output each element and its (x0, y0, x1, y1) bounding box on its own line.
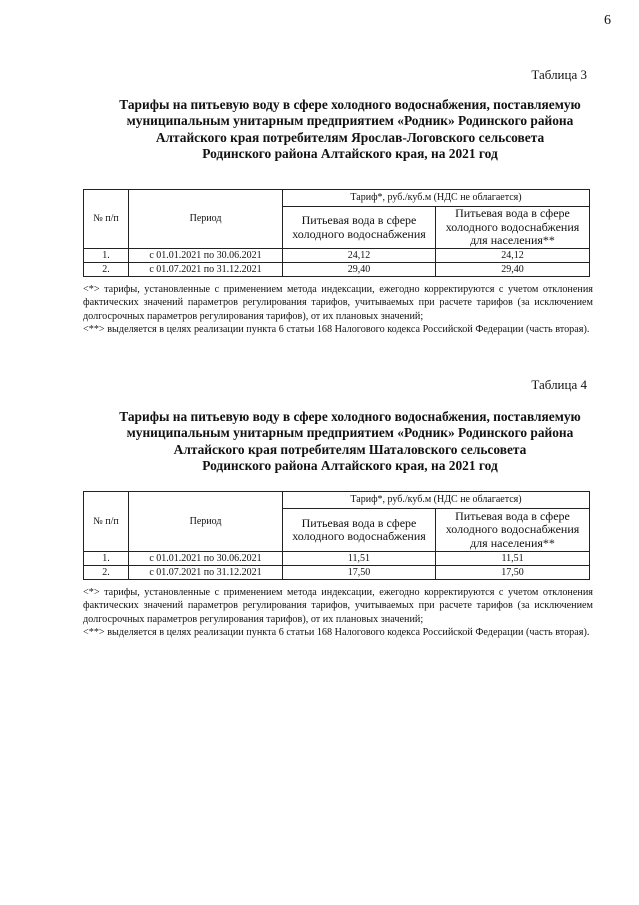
row-value-water: 17,50 (283, 566, 436, 580)
table-row (84, 249, 590, 263)
title-line: муниципальным унитарным предприятием «Родник» Родинского района (126, 113, 574, 129)
row-num: 1. (84, 249, 129, 263)
table-3-title (100, 97, 600, 163)
table-row (84, 263, 590, 277)
row-value-population: 11,51 (436, 552, 590, 566)
title-line: Родинского района Алтайского края, на 2021 год (202, 146, 498, 162)
table-3-label: Таблица 3 (531, 67, 587, 82)
row-value-population: 24,12 (436, 249, 590, 263)
row-num: 2. (84, 263, 129, 277)
footnote: <*> тарифы, установленные с применением метода индексации, ежегодно корректируются с учетом отклонения фактических значений параметров регулирования тарифов, учитываемых при расчете тарифов (за исключением долгосрочных параметров регулирования тарифов), от их плановых значений; (83, 284, 593, 322)
header-tariff: Тариф*, руб./куб.м (НДС не облагается) (283, 492, 590, 509)
title-line: Тарифы на питьевую воду в сфере холодного водоснабжения, поставляемую (119, 97, 581, 112)
table-3-tariffs (83, 189, 590, 277)
table-4-title (100, 409, 600, 475)
header-col-water: Питьевая вода в сфере холодного водоснабжения (283, 207, 436, 249)
header-period: Период (129, 190, 283, 249)
title-line: муниципальным унитарным предприятием «Родник» Родинского района (126, 425, 574, 441)
row-value-water: 11,51 (283, 552, 436, 566)
row-period: с 01.01.2021 по 30.06.2021 (129, 249, 283, 263)
header-col-population: Питьевая вода в сфере холодного водоснабжения для населения** (436, 509, 590, 552)
header-num: № п/п (84, 492, 129, 552)
footnote: <**> выделяется в целях реализации пункта 6 статьи 168 Налогового кодекса Российской Федерации (часть вторая). (83, 626, 590, 638)
title-line: Алтайского края потребителям Ярослав-Логовского сельсовета (155, 129, 545, 145)
header-period: Период (129, 492, 283, 552)
row-period: с 01.01.2021 по 30.06.2021 (129, 552, 283, 566)
title-line: Тарифы на питьевую воду в сфере холодного водоснабжения, поставляемую (119, 409, 581, 424)
title-line: Родинского района Алтайского края, на 2021 год (202, 458, 498, 474)
row-value-water: 29,40 (283, 263, 436, 277)
row-value-population: 17,50 (436, 566, 590, 580)
header-tariff: Тариф*, руб./куб.м (НДС не облагается) (283, 190, 590, 207)
row-num: 2. (84, 566, 129, 580)
table-3-notes (83, 283, 593, 336)
table-row (84, 552, 590, 566)
header-num: № п/п (84, 190, 129, 249)
row-value-population: 29,40 (436, 263, 590, 277)
title-line: Алтайского края потребителям Шаталовского сельсовета (173, 441, 527, 457)
table-4-notes (83, 586, 593, 639)
row-period: с 01.07.2021 по 31.12.2021 (129, 263, 283, 277)
row-value-water: 24,12 (283, 249, 436, 263)
header-col-water: Питьевая вода в сфере холодного водоснабжения (283, 509, 436, 552)
row-num: 1. (84, 552, 129, 566)
header-col-population: Питьевая вода в сфере холодного водоснабжения для населения** (436, 207, 590, 249)
row-period: с 01.07.2021 по 31.12.2021 (129, 566, 283, 580)
footnote: <*> тарифы, установленные с применением метода индексации, ежегодно корректируются с учетом отклонения фактических значений параметров регулирования тарифов, учитываемых при расчете тарифов (за исключением долгосрочных параметров регулирования тарифов), от их плановых значений; (83, 587, 593, 625)
table-4-label: Таблица 4 (531, 377, 587, 392)
table-4-tariffs (83, 491, 590, 580)
table-row (84, 566, 590, 580)
footnote: <**> выделяется в целях реализации пункта 6 статьи 168 Налогового кодекса Российской Федерации (часть вторая). (83, 323, 590, 335)
page-number: 6 (604, 13, 611, 28)
